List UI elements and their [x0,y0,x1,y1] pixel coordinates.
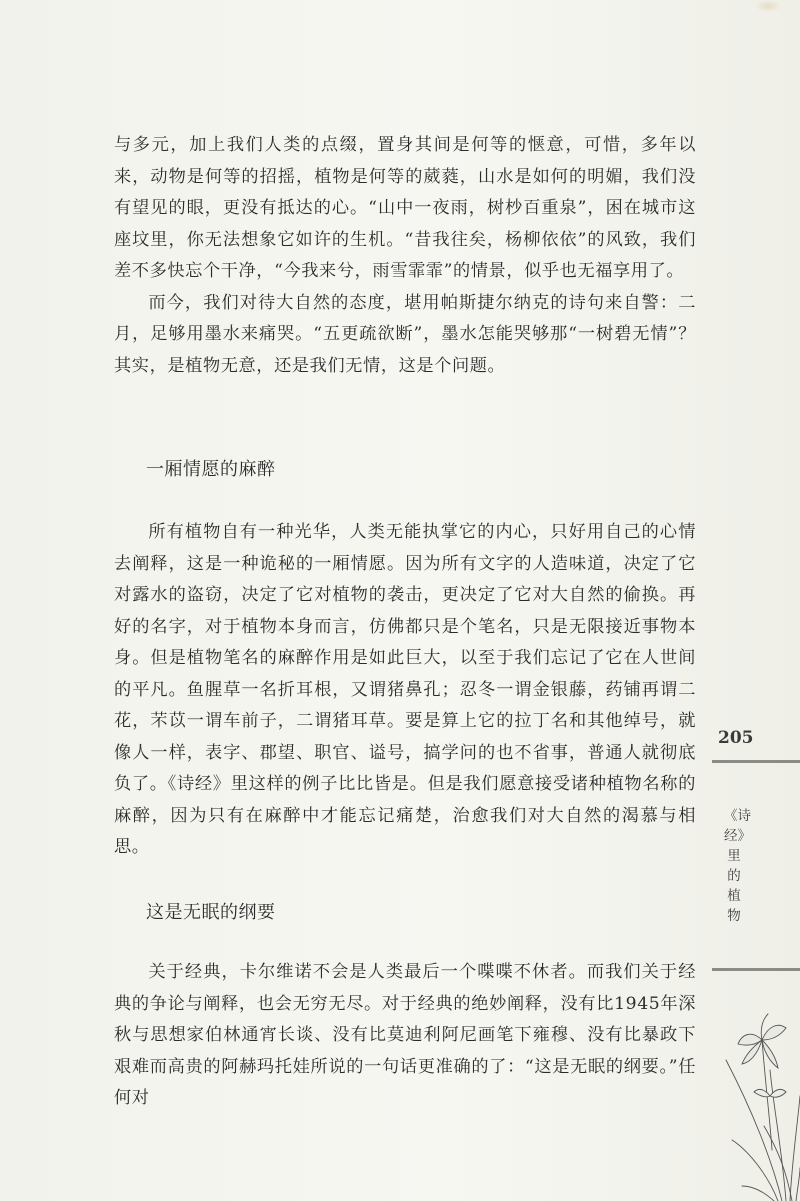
margin-rule-top [712,760,800,763]
running-title: 《诗经》里的植物 [724,808,751,924]
section-heading: 这是无眠的纲要 [146,902,276,923]
corner-stain [754,0,782,12]
paragraph: 关于经典，卡尔维诺不会是人类最后一个喋喋不休者。而我们关于经典的争论与阐释，也会无穷无尽。对于经典的绝妙阐释，没有比1945年深秋与思想家伯林通宵长谈、没有比莫迪利阿尼画笔下雍穆、没有比暴政下艰难而高贵的阿赫玛托娃所说的一句话更准确的了：“这是无眠的纲要。”任何对 [114,962,696,1108]
orchid-illustration-icon [712,1000,800,1201]
section-body [114,957,696,1115]
page-number: 205 [718,728,754,748]
paragraph: 而今，我们对待大自然的态度，堪用帕斯捷尔纳克的诗句来自警：二月，足够用墨水来痛哭。“五更疏欲断”，墨水怎能哭够那“一树碧无情”？其实，是植物无意，还是我们无情，这是个问题。 [114,292,696,376]
paragraph: 所有植物自有一种光华，人类无能执掌它的内心，只好用自己的心情去阐释，这是一种诡秘的一厢情愿。因为所有文字的人造味道，决定了它对露水的盗窃，决定了它对植物的袭击，更决定了它对大自然的偷换。再好的名字，对于植物本身而言，仿佛都只是个笔名，只是无限接近事物本身。但是植物笔名的麻醉作用是如此巨大，以至于我们忘记了它在人世间的平凡。鱼腥草一名折耳根，又谓猪鼻孔；忍冬一谓金银藤，药铺再谓二花，芣苡一谓车前子，二谓猪耳草。要是算上它的拉丁名和其他绰号，就像人一样，表字、郡望、职官、谥号，搞学问的也不省事，普通人就彻底负了。《诗经》里这样的例子比比皆是。但是我们愿意接受诸种植物名称的麻醉，因为只有在麻醉中才能忘记痛楚，治愈我们对大自然的渴慕与相思。 [114,522,696,857]
section-heading: 一厢情愿的麻醉 [146,459,276,480]
section-body [114,517,696,864]
margin-rule-bottom [712,968,800,971]
paragraph-continued: 与多元，加上我们人类的点缀，置身其间是何等的惬意，可惜，多年以来，动物是何等的招摇，植物是何等的葳蕤，山水是如何的明媚，我们没有望见的眼，更没有抵达的心。“山中一夜雨，树杪百重泉”，困在城市这座坟里，你无法想象它如许的生机。“昔我往矣，杨柳依依”的风致，我们差不多快忘个干净，“今我来兮，雨雪霏霏”的情景，似乎也无福享用了。 [114,135,696,281]
top-text-block [114,130,696,382]
